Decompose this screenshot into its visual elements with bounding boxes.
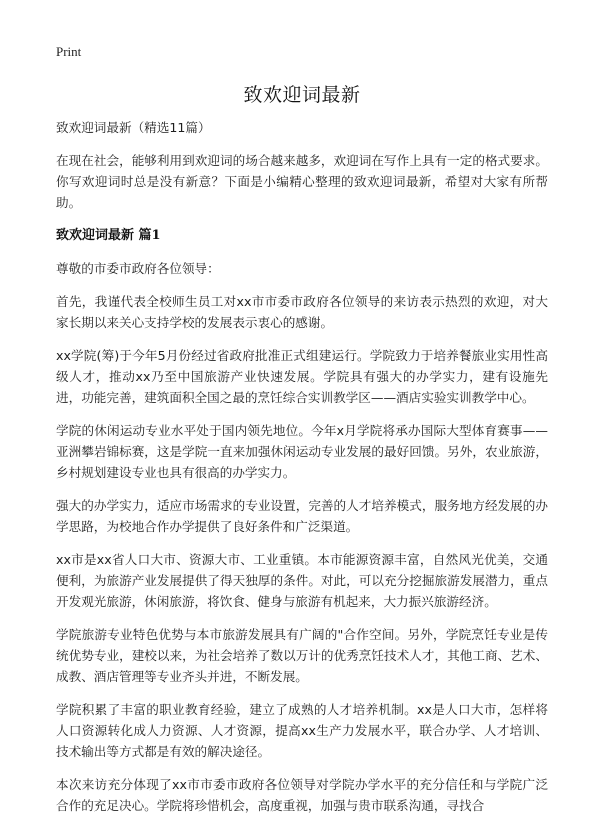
section-heading: 致欢迎词最新 篇1 [56, 228, 161, 243]
document-title: 致欢迎词最新 [243, 84, 361, 106]
document-page [56, 0, 548, 828]
intro-paragraph: 在现在社会，能够利用到欢迎词的场合越来越多，欢迎词在写作上具有一定的格式要求。你写欢迎词时总是没有新意？下面是小编精心整理的致欢迎词最新，希望对大家有所帮助。 [56, 153, 548, 210]
body-paragraph: 学院积累了丰富的职业教育经验，建立了成熟的人才培养机制。xx是人口大市，怎样将人口资源转化成人力资源、人才资源，提高xx生产力发展水平，联合办学、人才培训、技术输出等方式都是有效的解决途径。 [56, 702, 548, 759]
body-paragraph: 首先，我谨代表全校师生员工对xx市市委市政府各位领导的来访表示热烈的欢迎，对大家长期以来关心支持学校的发展表示衷心的感谢。 [56, 294, 548, 330]
document-body [56, 117, 548, 828]
body-paragraph: 强大的办学实力，适应市场需求的专业设置，完善的人才培养模式，服务地方经发展的办学思路，为校地合作办学提供了良好条件和广泛渠道。 [56, 498, 548, 534]
body-paragraph: xx学院(筹)于今年5月份经过省政府批准正式组建运行。学院致力于培养餐旅业实用性高级人才，推动xx乃至中国旅游产业快速发展。学院具有强大的办学实力，建有设施先进，功能完善，建筑面积全国之最的烹饪综合实训教学区——酒店实验实训教学中心。 [56, 348, 548, 405]
print-link[interactable]: Print [56, 44, 82, 59]
body-paragraph: xx市是xx省人口大市、资源大市、工业重镇。本市能源资源丰富，自然风光优美，交通便利，为旅游产业发展提供了得天独厚的条件。对此，可以充分挖掘旅游发展潜力，重点开发观光旅游，休闲旅游，将饮食、健身与旅游有机起来，大力振兴旅游经济。 [56, 552, 548, 609]
body-paragraph: 学院的休闲运动专业水平处于国内领先地位。今年x月学院将承办国际大型体育赛事——亚洲攀岩锦标赛，这是学院一直来加强休闲运动专业发展的最好回馈。另外，农业旅游，乡村规划建设专业也具有很高的办学实力。 [56, 423, 548, 480]
body-paragraph: 本次来访充分体现了xx市市委市政府各位领导对学院办学水平的充分信任和与学院广泛合作的充足决心。学院将珍惜机会，高度重视，加强与贵市联系沟通，寻找合 [56, 777, 548, 813]
document-subtitle: 致欢迎词最新（精选11篇） [56, 120, 211, 135]
body-paragraph: 学院旅游专业特色优势与本市旅游发展具有广阔的"合作空间。另外，学院烹饪专业是传统优势专业，建校以来，为社会培养了数以万计的优秀烹饪技术人才，其他工商、艺术、成教、酒店管理等专业齐头并进，不断发展。 [56, 627, 548, 684]
salutation-paragraph: 尊敬的市委市政府各位领导： [56, 261, 220, 276]
